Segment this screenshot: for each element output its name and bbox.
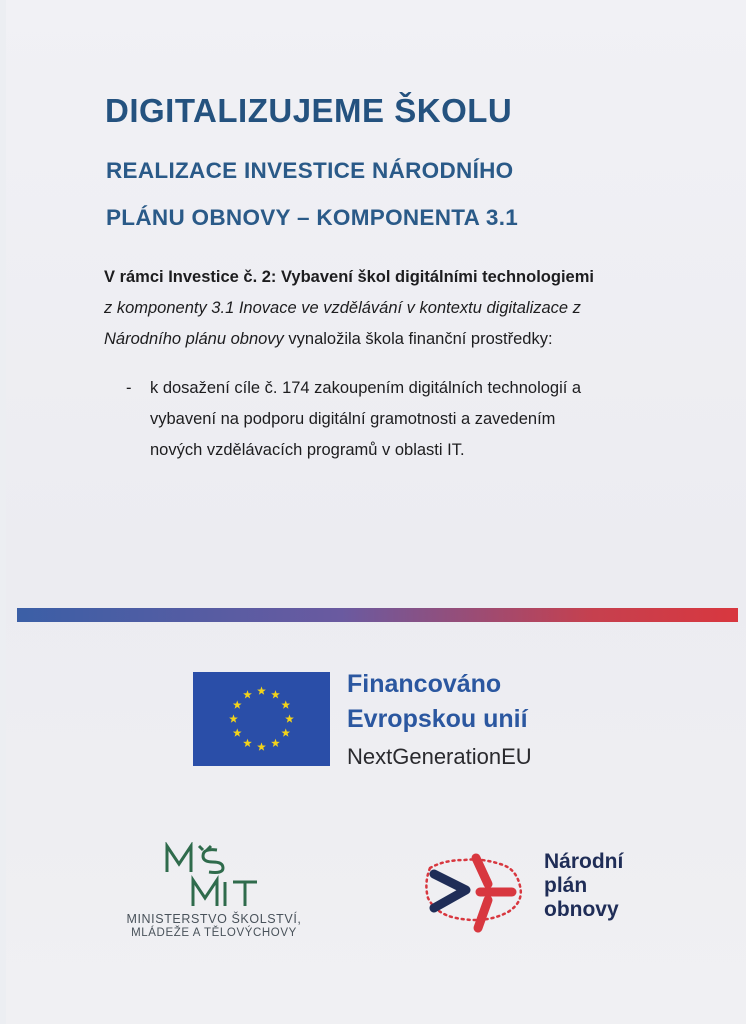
- eu-stars-icon: [193, 672, 330, 766]
- body-line-3: [104, 324, 704, 355]
- body-line-3-italic: Národního plánu obnovy: [104, 330, 284, 348]
- body-line-2: z komponenty 3.1 Inovace ve vzdělávání v kontextu digitalizace z: [104, 299, 581, 317]
- body-line-3-rest: vynaložila škola finanční prostředky:: [283, 330, 553, 348]
- bullet-line-1: k dosažení cíle č. 174 zakoupením digitálních technologií a: [150, 379, 582, 397]
- page-title: DIGITALIZUJEME ŠKOLU: [105, 92, 513, 129]
- eu-star-icon: [257, 742, 266, 750]
- eu-star-icon: [243, 690, 252, 698]
- msmt-name-line-1: MINISTERSTVO ŠKOLSTVÍ,: [126, 912, 302, 926]
- npo-name-line-1: Národní: [544, 850, 624, 873]
- document-sheet: [6, 0, 746, 1024]
- bullet-line-2: vybavení na podporu digitální gramotnosti a zavedením: [150, 410, 556, 428]
- eu-star-icon: [285, 714, 294, 722]
- eu-funding-line-2: Evropskou unií: [347, 705, 528, 733]
- color-stripe: [17, 608, 738, 622]
- eu-star-icon: [229, 714, 238, 722]
- eu-star-icon: [233, 728, 242, 736]
- eu-star-icon: [271, 739, 280, 747]
- bullet-dash: -: [126, 379, 132, 397]
- eu-star-icon: [257, 686, 266, 694]
- eu-flag-icon: [193, 672, 330, 766]
- eu-star-icon: [281, 728, 290, 736]
- bullet-text: [150, 373, 650, 466]
- eu-star-icon: [271, 690, 280, 698]
- body-line-1: V rámci Investice č. 2: Vybavení škol digitálními technologiemi: [104, 268, 594, 286]
- eu-star-icon: [243, 739, 252, 747]
- npo-name-line-2: plán: [544, 874, 588, 897]
- eu-funding-line-3: NextGenerationEU: [347, 744, 532, 769]
- npo-name-line-3: obnovy: [544, 898, 619, 921]
- msmt-name-line-2: MLÁDEŽE A TĚLOVÝCHOVY: [131, 927, 297, 939]
- eu-star-icon: [233, 700, 242, 708]
- eu-funding-line-1: Financováno: [347, 670, 502, 698]
- body-paragraph: [104, 262, 704, 355]
- msmt-logo-icon: [163, 842, 263, 912]
- eu-star-icon: [281, 700, 290, 708]
- npo-logo-icon: [416, 838, 534, 938]
- subtitle-line-1: REALIZACE INVESTICE NÁRODNÍHO: [106, 158, 514, 183]
- bullet-line-3: nových vzdělávacích programů v oblasti IT.: [150, 441, 465, 459]
- subtitle-line-2: PLÁNU OBNOVY – KOMPONENTA 3.1: [106, 205, 519, 230]
